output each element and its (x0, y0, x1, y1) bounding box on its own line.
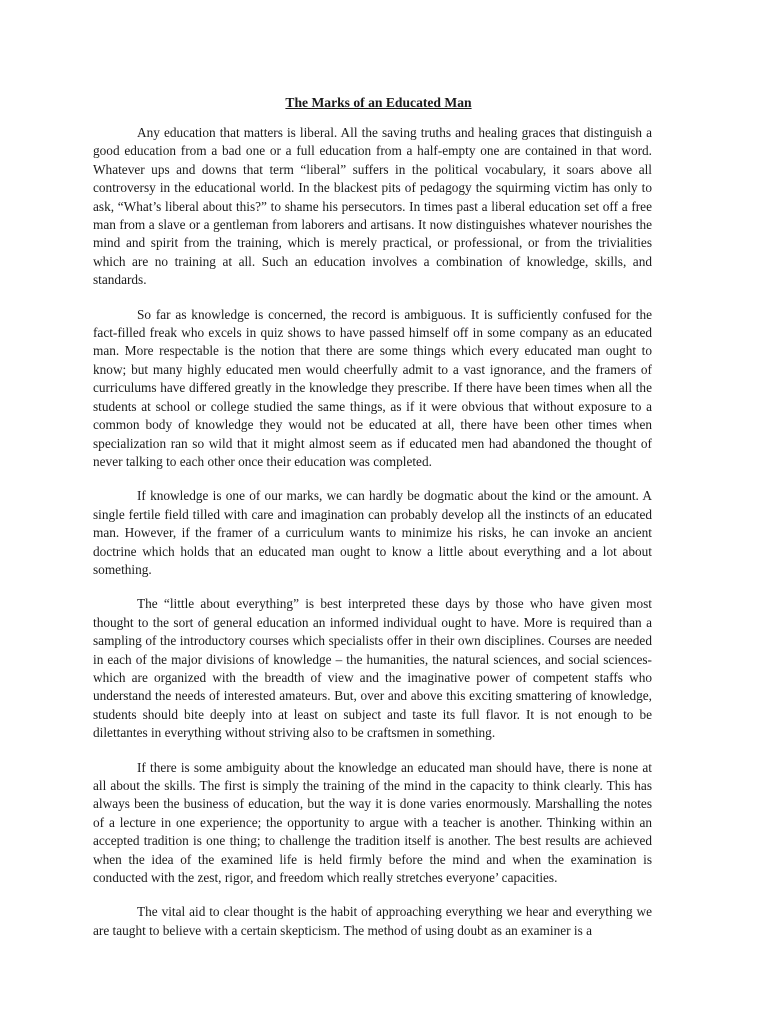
paragraph-6: The vital aid to clear thought is the habit of approaching everything we hear and everything we are taught to believe with a certain skepticism. The method of using doubt as an examiner is a (93, 904, 652, 938)
paragraph-2: So far as knowledge is concerned, the record is ambiguous. It is sufficiently confused for the fact-filled freak who excels in quiz shows to have passed himself off in some company as an educated man. More respectable is the notion that there are some things which every educated man ought to know; but many highly educated men would cheerfully admit to a vast ignorance, and the framers of curriculums have differed greatly in the knowledge they prescribe. If there have been times when all the students at school or college studied the same things, as if it were obvious that without exposure to a common body of knowledge they would not be educated at all, there have been other times when specialization ran so wild that it might almost seem as if educated men had abandoned the thought of never talking to each other once their education was completed. (93, 306, 652, 469)
paragraph-3: If knowledge is one of our marks, we can hardly be dogmatic about the kind or the amount. A single fertile field tilled with care and imagination can probably develop all the instincts of an educated man. However, if the framer of a curriculum wants to minimize his risks, he can invoke an ancient doctrine which holds that an educated man ought to know a little about everything and a lot about something. (93, 488, 652, 577)
paragraph-4: The “little about everything” is best interpreted these days by those who have given most thought to the sort of general education an informed individual ought to have. More is required than a sampling of the introductory courses which specialists offer in their own disciplines. Courses are needed in each of the major divisions of knowledge – the humanities, the natural sciences, and social sciences- which are organized with the breadth of view and the imaginative power of competent staffs who understand the needs of interested amateurs. But, over and above this exciting smattering of knowledge, students should bite deeply into at least on subject and taste its full flavor. It is not enough to be dilettantes in everything without striving also to be craftsmen in something. (93, 596, 652, 741)
paragraph-5: If there is some ambiguity about the knowledge an educated man should have, there is none at all about the skills. The first is simply the training of the mind in the capacity to think clearly. This has always been the business of education, but the way it is done varies enormously. Marshalling the notes of a lecture in one experience; the opportunity to argue with a teacher is another. Thinking within an accepted tradition is one thing; to challenge the tradition itself is another. The best results are achieved when the idea of the examined life is held firmly before the mind and when the examination is conducted with the zest, rigor, and freedom which really stretches everyone’ capacities. (93, 759, 652, 886)
paragraph-1: Any education that matters is liberal. All the saving truths and healing graces that distinguish a good education from a bad one or a full education from a half-empty one are contained in that word. Whatever ups and downs that term “liberal” suffers in the political vocabulary, it soars above all controversy in the educational world. In the blackest pits of pedagogy the squirming victim has only to ask, “What’s liberal about this?” to shame his persecutors. In times past a liberal education set off a free man from a slave or a gentleman from laborers and artisans. It now distinguishes whatever nourishes the mind and spirit from the training, which is merely practical, or professional, or from the trivialities which are no training at all. Such an education involves a combination of knowledge, skills, and standards. (93, 125, 652, 288)
document-title: The Marks of an Educated Man (285, 95, 472, 110)
